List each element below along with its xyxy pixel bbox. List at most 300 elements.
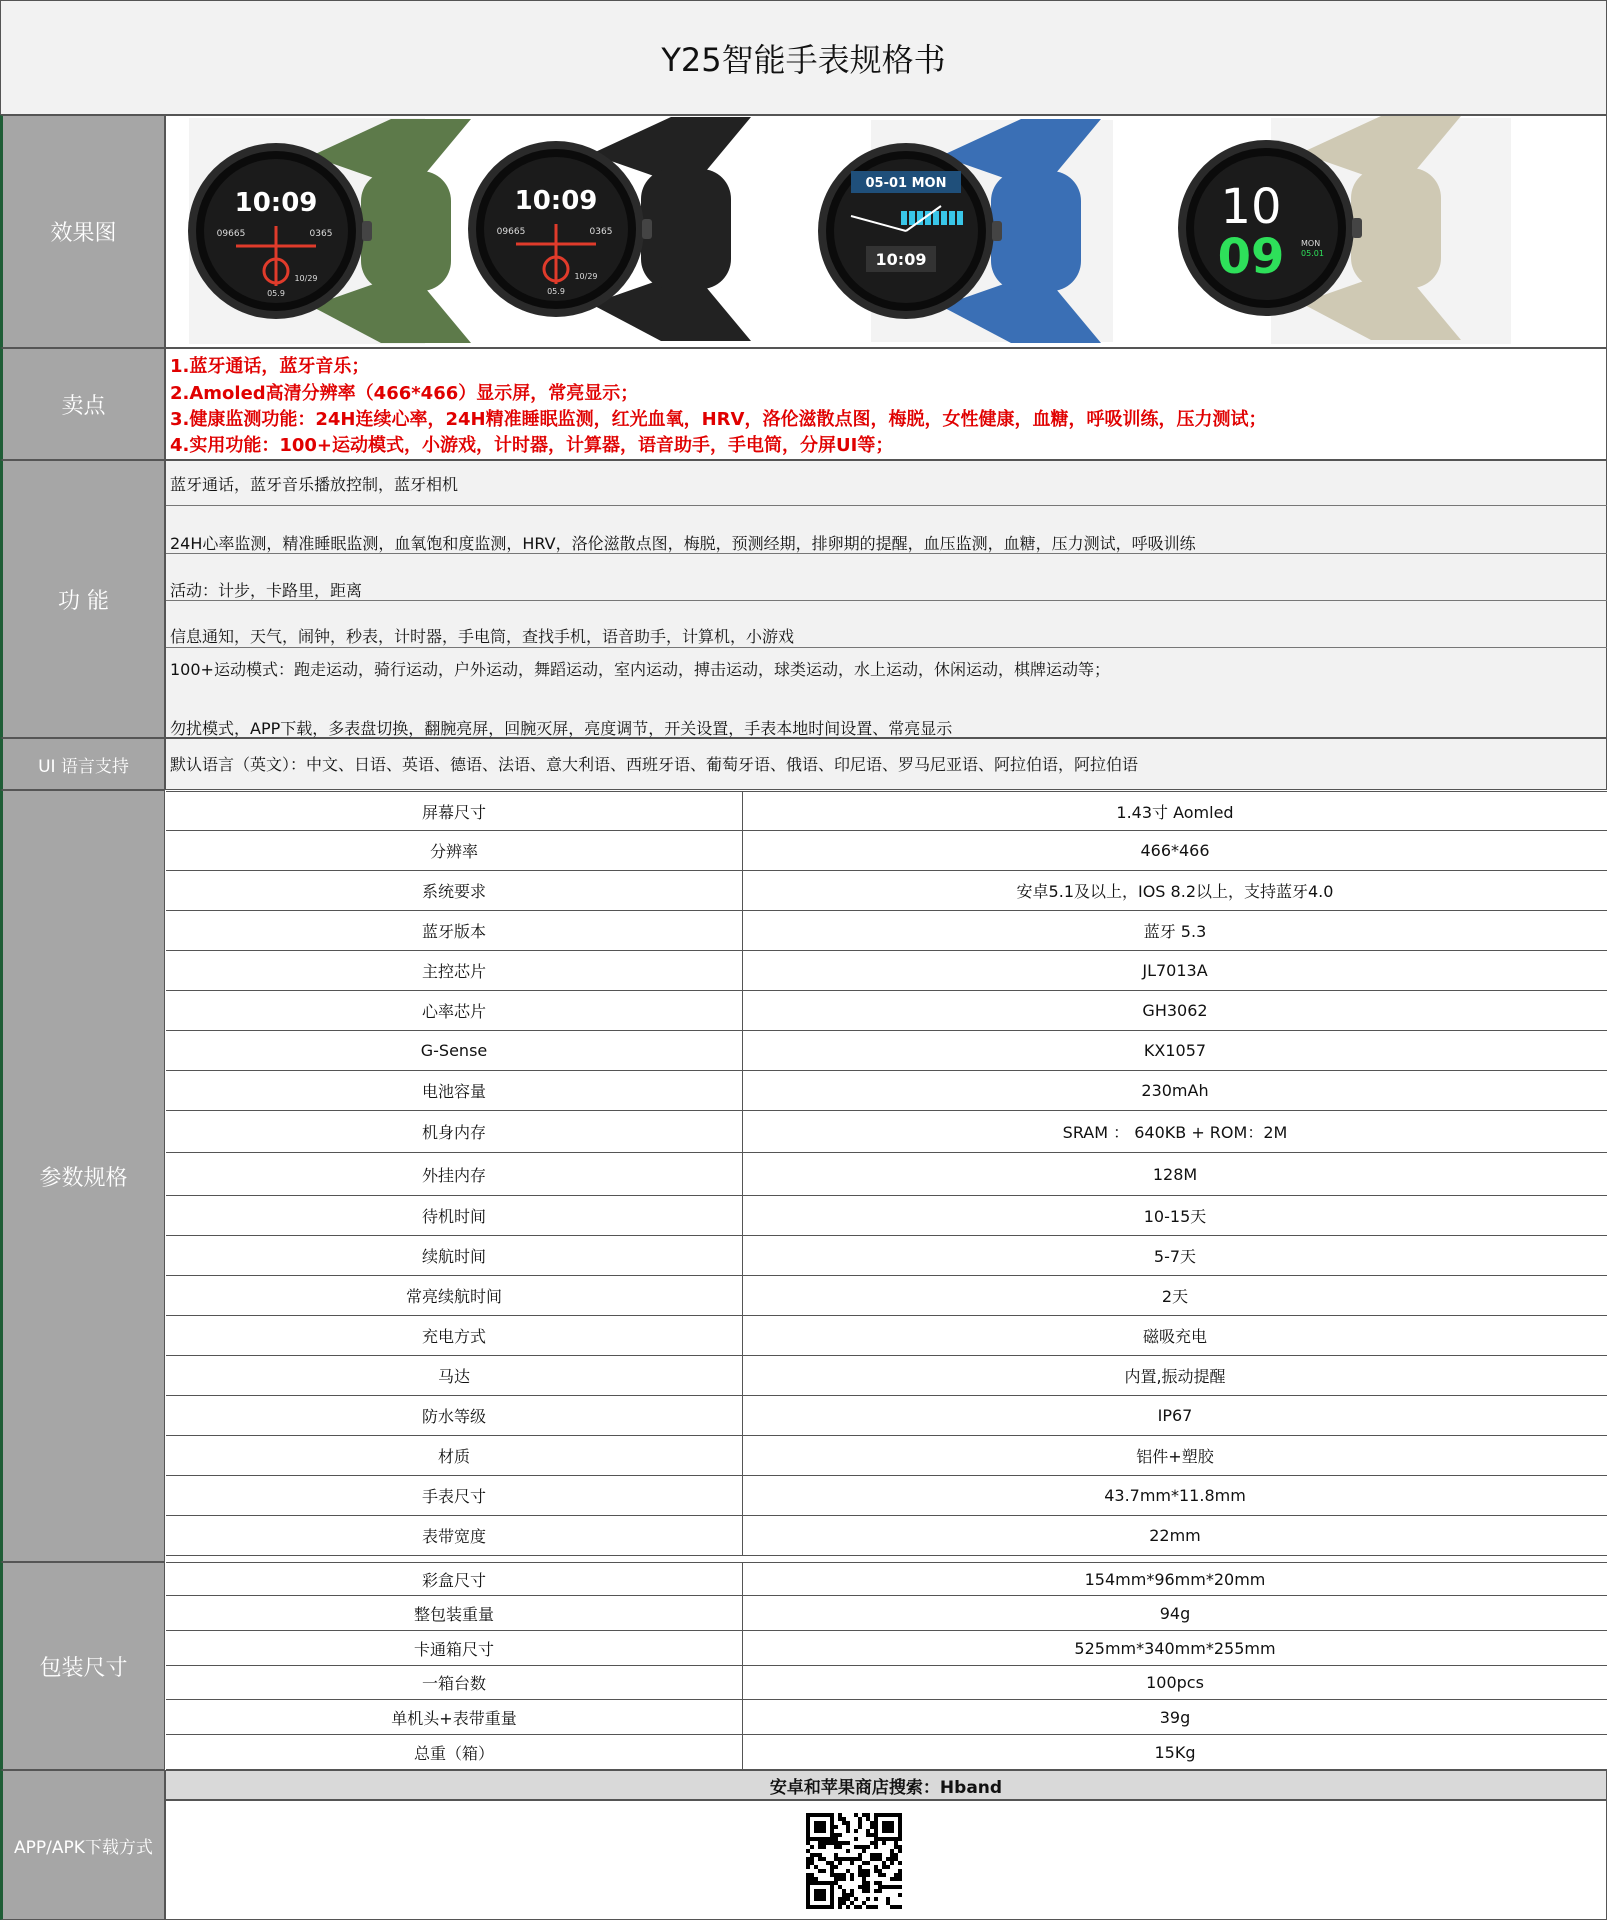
table-row xyxy=(166,1631,1607,1666)
qr-module xyxy=(834,1845,838,1849)
qr-module xyxy=(862,1877,866,1881)
qr-module xyxy=(894,1841,898,1845)
qr-module xyxy=(846,1841,850,1845)
qr-module xyxy=(862,1861,866,1865)
function-line: 勿扰模式，APP下载，多表盘切换，翻腕亮屏，回腕灭屏，亮度调节，开关设置，手表本地时间设置、常亮显示 xyxy=(170,719,953,738)
qr-module xyxy=(838,1833,842,1837)
qr-module xyxy=(842,1857,846,1861)
strap-band xyxy=(641,169,731,289)
param-value: 525mm*340mm*255mm xyxy=(1074,1638,1276,1658)
qr-module xyxy=(854,1837,858,1841)
qr-module xyxy=(818,1869,822,1873)
watch-date: 10/29 xyxy=(574,272,598,281)
table-row xyxy=(166,1476,1607,1516)
battery-bar xyxy=(957,211,963,225)
qr-module xyxy=(830,1861,834,1865)
qr-module xyxy=(878,1885,882,1889)
qr-module xyxy=(870,1853,874,1857)
qr-module xyxy=(870,1905,874,1909)
watch-day: MON xyxy=(1301,239,1321,248)
qr-module xyxy=(878,1881,882,1885)
qr-module xyxy=(858,1885,862,1889)
qr-module xyxy=(866,1869,870,1873)
qr-module xyxy=(850,1901,854,1905)
qr-module xyxy=(874,1841,878,1845)
qr-module xyxy=(882,1885,886,1889)
strap-band xyxy=(991,171,1081,291)
qr-module xyxy=(850,1861,854,1865)
qr-module xyxy=(830,1869,834,1873)
qr-module xyxy=(806,1877,810,1881)
watch-time: 10:09 xyxy=(875,250,927,269)
qr-module xyxy=(858,1821,862,1825)
qr-module xyxy=(890,1849,894,1853)
qr-module xyxy=(846,1829,850,1833)
param-key: 分辨率 xyxy=(166,831,743,870)
qr-module xyxy=(854,1905,858,1909)
table-row xyxy=(166,1516,1607,1556)
qr-module xyxy=(890,1905,894,1909)
qr-module xyxy=(866,1833,870,1837)
qr-module xyxy=(834,1833,838,1837)
qr-module xyxy=(814,1877,818,1881)
table-row xyxy=(166,1356,1607,1396)
selling-point: 4.实用功能：100+运动模式，小游戏，计时器，计算器，语音助手，手电筒，分屏UI等； xyxy=(170,435,894,456)
table-row xyxy=(166,1031,1607,1071)
watch-image-3 xyxy=(818,119,1113,343)
qr-module xyxy=(822,1857,826,1861)
param-value: 100pcs xyxy=(1146,1673,1204,1692)
param-key: G-Sense xyxy=(166,1031,743,1070)
qr-module xyxy=(890,1853,894,1857)
param-value: 128M xyxy=(1152,1164,1198,1184)
watch-small-value: 05.9 xyxy=(267,289,285,298)
param-value: 15Kg xyxy=(1154,1742,1196,1762)
table-row xyxy=(166,871,1607,911)
qr-module xyxy=(874,1853,878,1857)
qr-module xyxy=(810,1873,814,1877)
qr-module xyxy=(838,1857,842,1861)
table-row xyxy=(166,1153,1607,1196)
watch-time: 10:09 xyxy=(234,188,318,218)
qr-module xyxy=(822,1841,826,1845)
qr-module xyxy=(842,1841,846,1845)
qr-module xyxy=(890,1861,894,1865)
qr-module xyxy=(866,1829,870,1833)
watch-steps: 09665 xyxy=(216,229,246,239)
qr-module xyxy=(866,1881,870,1885)
qr-module xyxy=(810,1853,814,1857)
table-row xyxy=(166,1562,1607,1596)
qr-module xyxy=(834,1857,838,1861)
qr-module xyxy=(858,1853,862,1857)
qr-module xyxy=(818,1853,822,1857)
qr-module xyxy=(850,1857,854,1861)
qr-module xyxy=(890,1885,894,1889)
qr-module xyxy=(878,1857,882,1861)
table-row xyxy=(166,1111,1607,1153)
qr-module xyxy=(842,1889,846,1893)
qr-module xyxy=(842,1817,846,1821)
qr-module xyxy=(878,1889,882,1893)
table-row xyxy=(166,1735,1607,1770)
qr-module xyxy=(862,1881,866,1885)
qr-module xyxy=(818,1857,822,1861)
qr-module xyxy=(874,1905,878,1909)
watch-value: 0365 xyxy=(309,229,333,239)
table-row xyxy=(166,1396,1607,1436)
qr-module xyxy=(874,1857,878,1861)
qr-module xyxy=(874,1869,878,1873)
param-key: 彩盒尺寸 xyxy=(166,1563,743,1595)
param-key: 机身内存 xyxy=(166,1111,743,1152)
table-row xyxy=(166,1436,1607,1476)
qr-module xyxy=(850,1873,854,1877)
divider xyxy=(166,600,1607,601)
qr-module xyxy=(810,1845,814,1849)
qr-module xyxy=(838,1841,842,1845)
watch-value: 0365 xyxy=(589,227,613,237)
param-value: SRAM ： 640KB + ROM：2M xyxy=(1062,1123,1288,1142)
table-row xyxy=(166,1276,1607,1316)
param-key: 蓝牙版本 xyxy=(166,911,743,950)
qr-module xyxy=(870,1841,874,1845)
qr-module xyxy=(810,1877,814,1881)
param-value: 94g xyxy=(1159,1603,1191,1623)
qr-module xyxy=(890,1857,894,1861)
function-line: 100+运动模式：跑走运动，骑行运动，户外运动，舞蹈运动，室内运动，搏击运动，球类运动，水上运动，休闲运动，棋牌运动等； xyxy=(170,660,1110,679)
param-key: 屏幕尺寸 xyxy=(166,792,743,830)
qr-module xyxy=(850,1889,854,1893)
qr-module xyxy=(886,1865,890,1869)
section-label-functions: 功 能 xyxy=(0,460,165,738)
param-value: 230mAh xyxy=(1141,1081,1209,1100)
selling-point: 3.健康监测功能：24H连续心率，24H精准睡眠监测，红光血氧，HRV，洛伦滋散点图，梅脱，女性健康，血糖，呼吸训练，压力测试； xyxy=(170,409,1267,430)
qr-module xyxy=(874,1881,878,1885)
qr-module xyxy=(810,1861,814,1865)
param-value: IP67 xyxy=(1157,1406,1193,1425)
param-key: 马达 xyxy=(166,1356,743,1395)
table-row xyxy=(166,1700,1607,1735)
qr-module xyxy=(854,1829,858,1833)
qr-module xyxy=(842,1897,846,1901)
watch-small-value: 05.9 xyxy=(547,287,565,296)
crown-button xyxy=(362,221,372,241)
qr-module xyxy=(894,1905,898,1909)
qr-module xyxy=(838,1885,842,1889)
qr-module xyxy=(874,1845,878,1849)
qr-module xyxy=(838,1845,842,1849)
qr-module xyxy=(806,1849,810,1853)
qr-module xyxy=(882,1865,886,1869)
qr-module xyxy=(858,1865,862,1869)
qr-module xyxy=(838,1901,842,1905)
qr-module xyxy=(858,1869,862,1873)
qr-module xyxy=(806,1841,810,1845)
qr-module xyxy=(874,1897,878,1901)
table-row xyxy=(166,1316,1607,1356)
qr-module xyxy=(894,1845,898,1849)
qr-module xyxy=(866,1845,870,1849)
qr-module xyxy=(846,1905,850,1909)
qr-module xyxy=(846,1825,850,1829)
qr-finder xyxy=(882,1821,894,1833)
param-key: 常亮续航时间 xyxy=(166,1276,743,1315)
param-key: 待机时间 xyxy=(166,1196,743,1235)
param-value: JL7013A xyxy=(1142,961,1208,980)
table-row xyxy=(166,831,1607,871)
qr-module xyxy=(818,1845,822,1849)
qr-module xyxy=(898,1849,902,1853)
function-line: 蓝牙通话，蓝牙音乐播放控制，蓝牙相机 xyxy=(170,475,459,494)
param-value: 39g xyxy=(1159,1707,1191,1727)
qr-module xyxy=(834,1825,838,1829)
qr-area xyxy=(165,1800,1607,1920)
qr-module xyxy=(838,1861,842,1865)
table-row xyxy=(166,911,1607,951)
param-value: 154mm*96mm*20mm xyxy=(1084,1569,1266,1589)
function-line: 信息通知，天气，闹钟，秒表，计时器，手电筒，查找手机，语音助手，计算机，小游戏 xyxy=(170,627,795,646)
crown-button xyxy=(1352,218,1362,238)
qr-module xyxy=(882,1861,886,1865)
qr-module xyxy=(886,1885,890,1889)
qr-finder xyxy=(814,1821,826,1833)
qr-module xyxy=(846,1821,850,1825)
qr-module xyxy=(834,1881,838,1885)
watch-time: 10:09 xyxy=(514,186,598,216)
qr-module xyxy=(886,1901,890,1905)
table-row xyxy=(166,791,1607,831)
qr-module xyxy=(842,1893,846,1897)
watch-date: 05.01 xyxy=(1301,249,1324,258)
qr-module xyxy=(814,1865,818,1869)
qr-module xyxy=(838,1873,842,1877)
param-value: 安卓5.1及以上，IOS 8.2以上，支持蓝牙4.0 xyxy=(1016,882,1334,901)
table-row xyxy=(166,1596,1607,1631)
qr-module xyxy=(858,1825,862,1829)
qr-module xyxy=(870,1857,874,1861)
table-row xyxy=(166,1236,1607,1276)
ui-languages: 默认语言（英文）：中文、日语、英语、德语、法语、意大利语、西班牙语、葡萄牙语、俄语、印尼语、罗马尼亚语、阿拉伯语，阿拉伯语 xyxy=(170,755,1139,774)
table-row xyxy=(166,951,1607,991)
qr-module xyxy=(862,1845,866,1849)
qr-module xyxy=(846,1849,850,1853)
qr-module xyxy=(854,1857,858,1861)
qr-module xyxy=(806,1861,810,1865)
watch-minute: 09 xyxy=(1217,229,1285,285)
qr-module xyxy=(850,1877,854,1881)
function-line: 活动：计步，卡路里，距离 xyxy=(170,581,363,600)
qr-module xyxy=(862,1849,866,1853)
qr-module xyxy=(846,1897,850,1901)
qr-code-icon[interactable] xyxy=(806,1813,902,1909)
qr-module xyxy=(862,1889,866,1893)
qr-module xyxy=(898,1873,902,1877)
param-key: 卡通箱尺寸 xyxy=(166,1631,743,1665)
functions-box xyxy=(165,460,1607,738)
watch-image-4 xyxy=(1178,116,1511,344)
watch-date: 05-01 MON xyxy=(865,176,947,191)
qr-module xyxy=(866,1813,870,1817)
selling-point: 2.Amoled高清分辨率（466*466）显示屏，常亮显示； xyxy=(170,383,639,404)
qr-module xyxy=(842,1821,846,1825)
product-images xyxy=(165,115,1607,348)
qr-module xyxy=(866,1861,870,1865)
qr-module xyxy=(834,1837,838,1841)
section-label-app: APP/APK下载方式 xyxy=(0,1770,165,1920)
function-line: 24H心率监测，精准睡眠监测，血氧饱和度监测，HRV，洛伦滋散点图，梅脱，预测经期，排卵期的提醒，血压监测，血糖，压力测试，呼吸训练 xyxy=(170,534,1196,553)
qr-module xyxy=(870,1833,874,1837)
qr-module xyxy=(862,1885,866,1889)
section-label-params: 参数规格 xyxy=(0,790,165,1562)
qr-module xyxy=(818,1841,822,1845)
qr-module xyxy=(894,1857,898,1861)
qr-module xyxy=(858,1905,862,1909)
param-value: KX1057 xyxy=(1143,1041,1207,1060)
param-value: 内置,振动提醒 xyxy=(1124,1367,1226,1386)
section-label-ui-lang: UI 语言支持 xyxy=(0,738,165,790)
qr-module xyxy=(854,1845,858,1849)
strap-band xyxy=(1351,168,1441,288)
app-search-text: 安卓和苹果商店搜索：Hband xyxy=(165,1770,1607,1800)
qr-module xyxy=(866,1897,870,1901)
param-key: 系统要求 xyxy=(166,871,743,910)
param-key: 电池容量 xyxy=(166,1071,743,1110)
qr-module xyxy=(826,1861,830,1865)
qr-module xyxy=(846,1857,850,1861)
qr-module xyxy=(806,1865,810,1869)
battery-bar xyxy=(949,211,955,225)
divider xyxy=(166,647,1607,648)
qr-module xyxy=(894,1853,898,1857)
qr-module xyxy=(838,1897,842,1901)
qr-module xyxy=(806,1873,810,1877)
param-key: 表带宽度 xyxy=(166,1516,743,1555)
param-key: 材质 xyxy=(166,1436,743,1475)
qr-module xyxy=(882,1841,886,1845)
qr-module xyxy=(806,1857,810,1861)
qr-module xyxy=(894,1873,898,1877)
qr-module xyxy=(870,1825,874,1829)
param-value: 466*466 xyxy=(1140,841,1210,860)
qr-module xyxy=(886,1857,890,1861)
strap-band xyxy=(361,171,451,291)
qr-module xyxy=(834,1873,838,1877)
divider xyxy=(166,505,1607,506)
param-value: 22mm xyxy=(1149,1526,1201,1545)
param-key: 充电方式 xyxy=(166,1316,743,1355)
qr-module xyxy=(898,1861,902,1865)
qr-module xyxy=(878,1873,882,1877)
table-row xyxy=(166,1071,1607,1111)
qr-module xyxy=(830,1865,834,1869)
qr-module xyxy=(842,1873,846,1877)
qr-module xyxy=(854,1813,858,1817)
qr-module xyxy=(838,1877,842,1881)
section-label-effect: 效果图 xyxy=(0,115,165,348)
qr-module xyxy=(822,1845,826,1849)
section-label-package: 包装尺寸 xyxy=(0,1562,165,1770)
param-key: 心率芯片 xyxy=(166,991,743,1030)
watch-steps: 09665 xyxy=(496,227,526,237)
crown-button xyxy=(992,221,1002,241)
page-title: Y25智能手表规格书 xyxy=(0,0,1607,115)
qr-module xyxy=(886,1897,890,1901)
param-value: 1.43寸 Aomled xyxy=(1116,802,1234,822)
watch-date: 10/29 xyxy=(294,274,318,283)
qr-module xyxy=(862,1873,866,1877)
param-key: 防水等级 xyxy=(166,1396,743,1435)
qr-module xyxy=(858,1817,862,1821)
watch-hour: 10 xyxy=(1220,179,1282,235)
qr-module xyxy=(826,1841,830,1845)
qr-module xyxy=(846,1869,850,1873)
param-value: 磁吸充电 xyxy=(1142,1327,1207,1346)
param-value: 铝件+塑胶 xyxy=(1136,1447,1214,1466)
watch-image-2 xyxy=(468,117,751,341)
qr-module xyxy=(878,1869,882,1873)
watch-image-1 xyxy=(188,118,471,344)
qr-module xyxy=(878,1853,882,1857)
qr-module xyxy=(898,1885,902,1889)
qr-module xyxy=(858,1845,862,1849)
qr-module xyxy=(890,1877,894,1881)
qr-module xyxy=(866,1873,870,1877)
qr-module xyxy=(898,1845,902,1849)
qr-module xyxy=(858,1857,862,1861)
param-key: 单机头+表带重量 xyxy=(166,1700,743,1734)
crown-button xyxy=(642,219,652,239)
qr-module xyxy=(866,1905,870,1909)
param-value: 43.7mm*11.8mm xyxy=(1104,1486,1246,1505)
qr-module xyxy=(842,1877,846,1881)
qr-module xyxy=(834,1877,838,1881)
param-key: 手表尺寸 xyxy=(166,1476,743,1515)
qr-module xyxy=(862,1869,866,1873)
battery-bar xyxy=(909,211,915,225)
qr-module xyxy=(834,1841,838,1845)
qr-module xyxy=(850,1893,854,1897)
param-value: 2天 xyxy=(1161,1287,1189,1306)
qr-module xyxy=(846,1893,850,1897)
qr-module xyxy=(822,1869,826,1873)
param-value: 10-15天 xyxy=(1143,1207,1207,1226)
battery-bar xyxy=(933,211,939,225)
qr-module xyxy=(862,1813,866,1817)
qr-module xyxy=(858,1873,862,1877)
qr-module xyxy=(882,1873,886,1877)
qr-module xyxy=(870,1821,874,1825)
table-row xyxy=(166,991,1607,1031)
qr-module xyxy=(898,1877,902,1881)
qr-module xyxy=(838,1813,842,1817)
qr-module xyxy=(830,1873,834,1877)
param-value: 5-7天 xyxy=(1153,1247,1197,1266)
qr-module xyxy=(814,1853,818,1857)
qr-module xyxy=(830,1841,834,1845)
qr-module xyxy=(894,1885,898,1889)
qr-module xyxy=(834,1853,838,1857)
param-value: 蓝牙 5.3 xyxy=(1143,922,1207,941)
table-row xyxy=(166,1666,1607,1700)
qr-module xyxy=(866,1885,870,1889)
divider xyxy=(166,553,1607,554)
qr-module xyxy=(898,1869,902,1873)
watch-images xyxy=(166,116,1606,347)
qr-module xyxy=(834,1865,838,1869)
battery-bar xyxy=(941,211,947,225)
qr-module xyxy=(810,1857,814,1861)
